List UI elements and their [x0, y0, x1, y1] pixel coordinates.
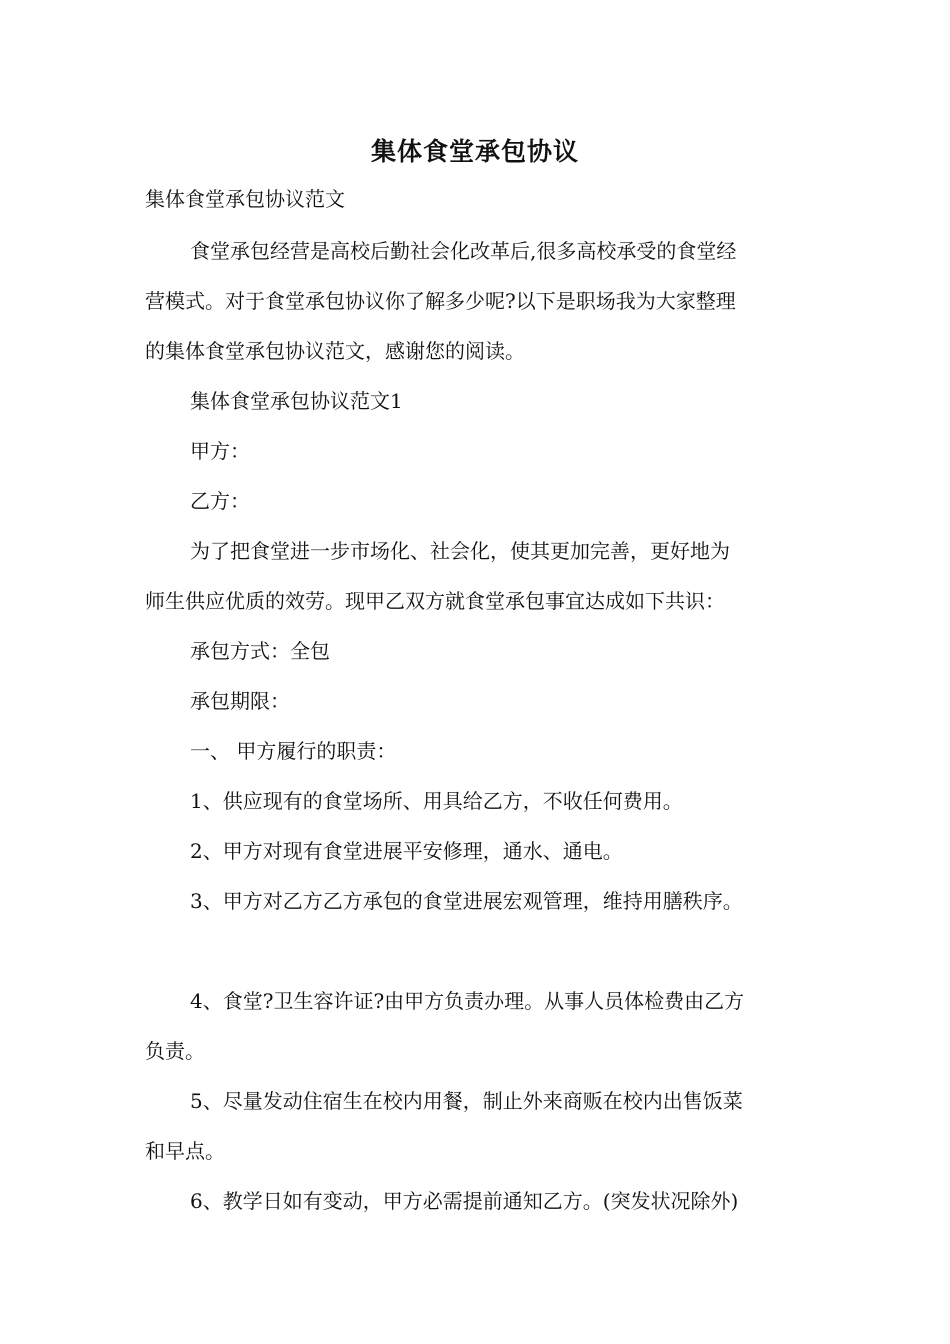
paragraph-line: 的集体食堂承包协议范文，感谢您的阅读。 — [145, 339, 525, 363]
clause-item: 5、尽量发动住宿生在校内用餐，制止外来商贩在校内出售饭菜 — [190, 1089, 743, 1113]
party-b-label: 乙方： — [190, 489, 250, 513]
document-subtitle: 集体食堂承包协议范文 — [145, 187, 345, 211]
clause-heading: 一、 甲方履行的职责： — [190, 739, 397, 763]
clause-item: 1、供应现有的食堂场所、用具给乙方，不收任何费用。 — [190, 789, 683, 813]
clause-item: 3、甲方对乙方乙方承包的食堂进展宏观管理，维持用膳秩序。 — [190, 889, 743, 913]
paragraph-line: 食堂承包经营是高校后勤社会化改革后,很多高校承受的食堂经 — [190, 239, 737, 263]
paragraph-line: 师生供应优质的效劳。现甲乙双方就食堂承包事宜达成如下共识： — [145, 589, 725, 613]
clause-item-continuation: 和早点。 — [145, 1139, 225, 1163]
clause-item: 6、教学日如有变动，甲方必需提前通知乙方。(突发状况除外) — [190, 1189, 739, 1213]
party-a-label: 甲方： — [190, 439, 250, 463]
paragraph-line: 营模式。对于食堂承包协议你了解多少呢?以下是职场我为大家整理 — [145, 289, 736, 313]
section-heading: 集体食堂承包协议范文1 — [190, 389, 403, 413]
contract-term: 承包期限： — [190, 689, 290, 713]
document-title: 集体食堂承包协议 — [370, 137, 579, 166]
clause-item: 2、甲方对现有食堂进展平安修理，通水、通电。 — [190, 839, 623, 863]
contract-mode: 承包方式：全包 — [190, 639, 330, 663]
paragraph-line: 为了把食堂进一步市场化、社会化，使其更加完善，更好地为 — [190, 539, 730, 563]
clause-item-continuation: 负责。 — [145, 1039, 205, 1063]
clause-item: 4、食堂?卫生容许证?由甲方负责办理。从事人员体检费由乙方 — [190, 989, 745, 1013]
